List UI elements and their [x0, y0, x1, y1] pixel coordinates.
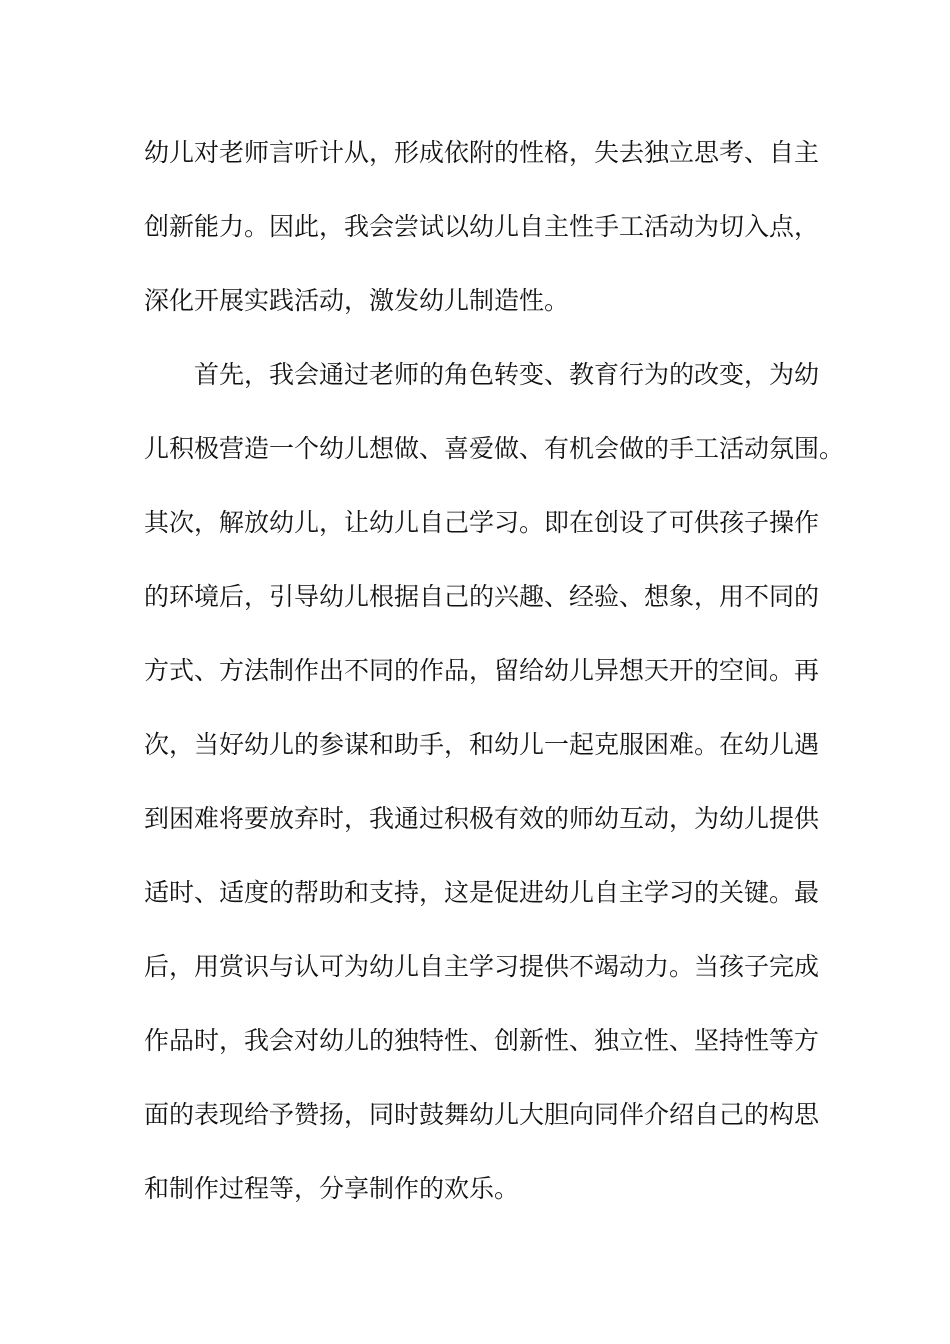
text-line: 作品时，我会对幼儿的独特性、创新性、独立性、坚持性等方 — [144, 1026, 820, 1055]
text-line: 深化开展实践活动，激发幼儿制造性。 — [144, 286, 570, 315]
body-text — [144, 126, 845, 1236]
text-line: 的环境后，引导幼儿根据自己的兴趣、经验、想象，用不同的 — [144, 582, 820, 611]
text-line: 方式、方法制作出不同的作品，留给幼儿异想天开的空间。再 — [144, 656, 820, 685]
text-line: 儿积极营造一个幼儿想做、喜爱做、有机会做的手工活动氛围。 — [144, 434, 845, 463]
paragraph-start-line: 首先，我会通过老师的角色转变、教育行为的改变，为幼 — [194, 360, 820, 389]
text-line: 到困难将要放弃时，我通过积极有效的师幼互动，为幼儿提供 — [144, 804, 820, 833]
text-line: 适时、适度的帮助和支持，这是促进幼儿自主学习的关键。最 — [144, 878, 820, 907]
text-line: 幼儿对老师言听计从，形成依附的性格，失去独立思考、自主 — [144, 138, 820, 167]
text-line: 次，当好幼儿的参谋和助手，和幼儿一起克服困难。在幼儿遇 — [144, 730, 820, 759]
text-line: 创新能力。因此，我会尝试以幼儿自主性手工活动为切入点， — [144, 212, 820, 241]
text-line: 和制作过程等，分享制作的欢乐。 — [144, 1174, 520, 1203]
text-line: 面的表现给予赞扬，同时鼓舞幼儿大胆向同伴介绍自己的构思 — [144, 1100, 820, 1129]
text-line: 后，用赏识与认可为幼儿自主学习提供不竭动力。当孩子完成 — [144, 952, 820, 981]
text-line: 其次，解放幼儿，让幼儿自己学习。即在创设了可供孩子操作 — [144, 508, 820, 537]
